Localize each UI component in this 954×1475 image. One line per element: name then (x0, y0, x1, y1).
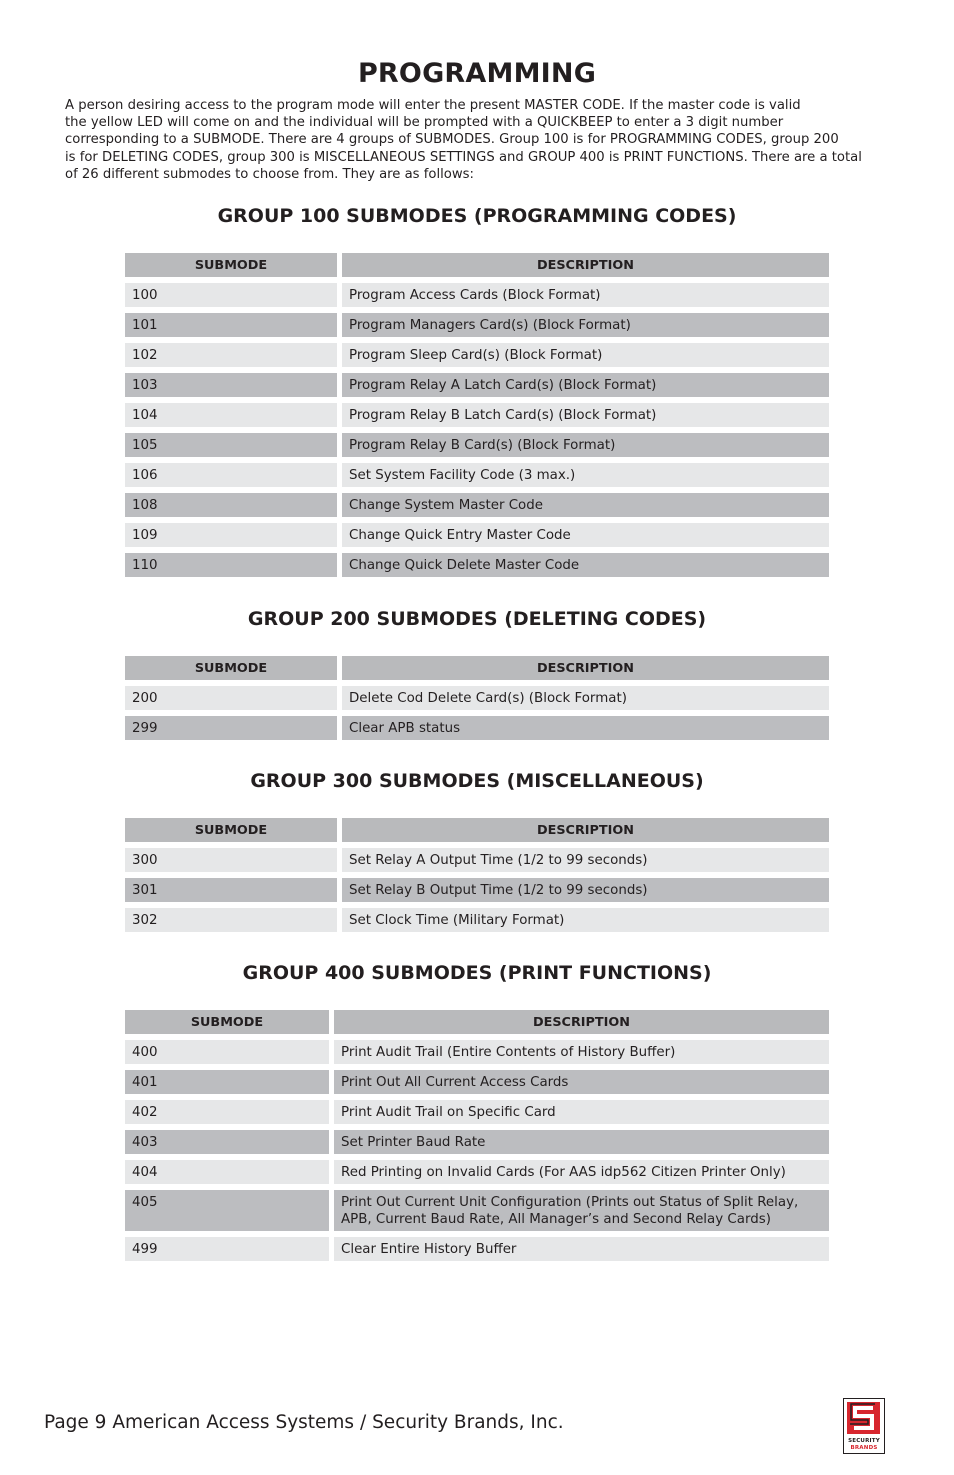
submode-description: Print Audit Trail on Specific Card (334, 1100, 829, 1124)
table-row (125, 686, 829, 710)
logo-text-security: SECURITY (848, 1438, 880, 1444)
page-footer: Page 9 American Access Systems / Security Brands, Inc. (44, 1412, 564, 1433)
table-header-row (125, 253, 829, 277)
page-title: PROGRAMMING (357, 58, 597, 89)
submode-code: 102 (125, 343, 337, 367)
submode-code: 109 (125, 523, 337, 547)
submode-code: 401 (125, 1070, 329, 1094)
security-brands-logo (843, 1398, 885, 1454)
submode-description: Print Out Current Unit Configuration (Prints out Status of Split Relay, APB, Current Baud Rate, All Manager’s and Second Relay Cards) (334, 1190, 829, 1231)
table-row (125, 373, 829, 397)
table-header-row (125, 1010, 829, 1034)
submode-code: 105 (125, 433, 337, 457)
submode-code: 106 (125, 463, 337, 487)
table-row (125, 343, 829, 367)
submode-description: Change System Master Code (342, 493, 829, 517)
submode-description: Delete Cod Delete Card(s) (Block Format) (342, 686, 829, 710)
table-row (125, 283, 829, 307)
section-heading: GROUP 400 SUBMODES (PRINT FUNCTIONS) (242, 962, 712, 984)
table-header-row (125, 818, 829, 842)
table-row (125, 1040, 829, 1064)
submode-description: Print Out All Current Access Cards (334, 1070, 829, 1094)
table-row (125, 493, 829, 517)
submode-code: 104 (125, 403, 337, 427)
submode-code: 100 (125, 283, 337, 307)
table-row (125, 523, 829, 547)
column-header-description: DESCRIPTION (342, 818, 829, 842)
submode-code: 300 (125, 848, 337, 872)
submode-code: 499 (125, 1237, 329, 1261)
table-row (125, 433, 829, 457)
intro-paragraph: A person desiring access to the program mode will enter the present MASTER CODE. If the master code is valid the yellow LED will come on and the individual will be prompted with a QUICKBEEP to enter a 3 digit number corresponding to a SUBMODE. There are 4 groups of SUBMODES. Group 100 is for PROGRAMMING CODES, group 200 is for DELETING CODES, group 300 is MISCELLANEOUS SETTINGS and GROUP 400 is PRINT FUNCTIONS. There are a total of 26 different submodes to choose from. They are as follows: (65, 98, 862, 182)
submode-code: 103 (125, 373, 337, 397)
submode-code: 101 (125, 313, 337, 337)
submode-description: Program Relay A Latch Card(s) (Block Format) (342, 373, 829, 397)
submode-code: 402 (125, 1100, 329, 1124)
submode-description: Set Clock Time (Military Format) (342, 908, 829, 932)
table-row (125, 1070, 829, 1094)
submode-description: Program Access Cards (Block Format) (342, 283, 829, 307)
submode-description: Program Sleep Card(s) (Block Format) (342, 343, 829, 367)
table-row (125, 1130, 829, 1154)
submode-description: Set System Facility Code (3 max.) (342, 463, 829, 487)
submode-description: Set Relay A Output Time (1/2 to 99 seconds) (342, 848, 829, 872)
submode-description: Change Quick Entry Master Code (342, 523, 829, 547)
submode-table (125, 253, 829, 583)
submode-code: 200 (125, 686, 337, 710)
table-row (125, 1160, 829, 1184)
submode-description: Red Printing on Invalid Cards (For AAS idp562 Citizen Printer Only) (334, 1160, 829, 1184)
submode-code: 403 (125, 1130, 329, 1154)
section-heading: GROUP 100 SUBMODES (PROGRAMMING CODES) (217, 205, 737, 227)
column-header-description: DESCRIPTION (342, 253, 829, 277)
submode-code: 110 (125, 553, 337, 577)
column-header-submode: SUBMODE (125, 818, 337, 842)
table-row (125, 1100, 829, 1124)
submode-description: Set Printer Baud Rate (334, 1130, 829, 1154)
column-header-description: DESCRIPTION (334, 1010, 829, 1034)
column-header-submode: SUBMODE (125, 253, 337, 277)
table-row (125, 878, 829, 902)
submode-table (125, 656, 829, 746)
table-row (125, 908, 829, 932)
submode-description: Set Relay B Output Time (1/2 to 99 seconds) (342, 878, 829, 902)
column-header-submode: SUBMODE (125, 1010, 329, 1034)
submode-code: 404 (125, 1160, 329, 1184)
column-header-description: DESCRIPTION (342, 656, 829, 680)
section-heading: GROUP 300 SUBMODES (MISCELLANEOUS) (250, 770, 704, 792)
logo-text-brands: BRANDS (850, 1445, 878, 1451)
table-row (125, 1190, 829, 1231)
submode-code: 301 (125, 878, 337, 902)
submode-description: Clear APB status (342, 716, 829, 740)
submode-description: Program Relay B Card(s) (Block Format) (342, 433, 829, 457)
logo-s-mark-icon (844, 1399, 883, 1437)
submode-table (125, 1010, 829, 1267)
table-row (125, 716, 829, 740)
table-header-row (125, 656, 829, 680)
submode-code: 299 (125, 716, 337, 740)
column-header-submode: SUBMODE (125, 656, 337, 680)
submode-code: 400 (125, 1040, 329, 1064)
section-heading: GROUP 200 SUBMODES (DELETING CODES) (247, 608, 707, 630)
submode-code: 302 (125, 908, 337, 932)
submode-description: Program Relay B Latch Card(s) (Block Format) (342, 403, 829, 427)
table-row (125, 553, 829, 577)
table-row (125, 848, 829, 872)
table-row (125, 313, 829, 337)
table-row (125, 403, 829, 427)
submode-description: Program Managers Card(s) (Block Format) (342, 313, 829, 337)
table-row (125, 463, 829, 487)
submode-code: 108 (125, 493, 337, 517)
submode-description: Change Quick Delete Master Code (342, 553, 829, 577)
submode-table (125, 818, 829, 938)
table-row (125, 1237, 829, 1261)
submode-description: Print Audit Trail (Entire Contents of History Buffer) (334, 1040, 829, 1064)
submode-description: Clear Entire History Buffer (334, 1237, 829, 1261)
submode-code: 405 (125, 1190, 329, 1231)
